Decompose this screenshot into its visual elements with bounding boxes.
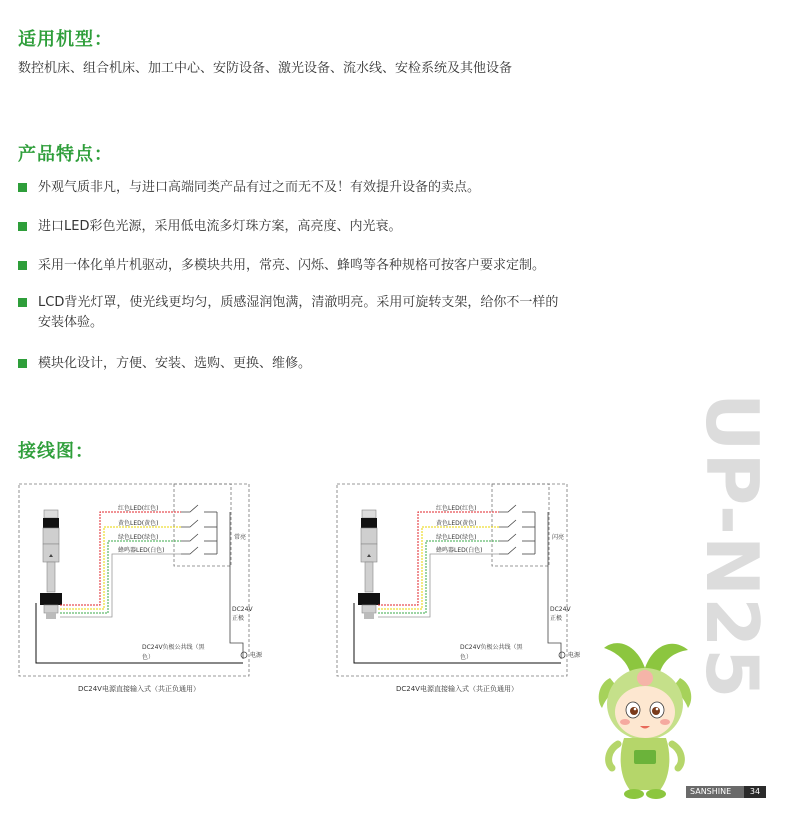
feature-line: 模块化设计，方便、安装、选购、更换、维修。: [38, 356, 312, 371]
model-watermark: UP-N25: [690, 393, 774, 700]
black-wire: [354, 603, 561, 663]
common-wire-label: 色）: [460, 654, 473, 661]
models-heading: 适用机型：: [18, 29, 113, 50]
power-label: 电源: [568, 652, 581, 659]
common-wire-label: 色）: [142, 654, 155, 661]
power-terminal-icon: [241, 652, 247, 658]
models-text: 数控机床、组合机床、加工中心、安防设备、激光设备、流水线、安检系统及其他设备: [18, 61, 513, 76]
black-wire: [36, 603, 243, 663]
bullet-square-icon: [18, 298, 27, 307]
mascot-icon: [596, 638, 694, 803]
feature-item: [18, 178, 698, 198]
feature-line: 安装体验。: [38, 315, 104, 330]
mode-label: 闪亮: [552, 534, 565, 541]
wire-label: 蜂鸣器LED(白色): [118, 547, 165, 554]
mode-label: 常亮: [234, 534, 247, 541]
wire-label: 红色LED(红色): [118, 505, 159, 512]
wiring-diagram: [336, 483, 586, 698]
switches: [181, 505, 243, 659]
common-wire-label: DC24V负极公共线（黑: [142, 644, 205, 651]
dc-label: DC24V: [232, 606, 253, 613]
feature-item: [18, 256, 698, 276]
white-wire: [60, 554, 181, 617]
feature-line: LCD背光灯罩，使光线更均匀，质感湿润饱满，清澈明亮。采用可旋转支架，给你不一样的: [38, 295, 559, 310]
dc-label: DC24V: [550, 606, 571, 613]
tower-light-icon: [358, 510, 380, 619]
features-heading: 产品特点：: [18, 144, 113, 165]
brand-name: SANSHINE: [690, 787, 732, 796]
feature-line: 进口LED彩色光源，采用低电流多灯珠方案，高亮度、内光衰。: [38, 219, 402, 234]
white-wire: [378, 554, 499, 617]
tower-light-icon: [40, 510, 62, 619]
diagram-caption: DC24V电源直接输入式（共正负通用）: [78, 685, 200, 693]
power-label: 电源: [250, 652, 263, 659]
common-wire-label: DC24V负极公共线（黑: [460, 644, 523, 651]
brand-bar: [686, 786, 766, 798]
bullet-square-icon: [18, 261, 27, 270]
dc-label: 正极: [232, 615, 245, 622]
feature-line: 外观气质非凡，与进口高端同类产品有过之而无不及！有效提升设备的卖点。: [38, 180, 481, 195]
switches: [499, 505, 561, 659]
wire-label: 红色LED(红色): [436, 505, 477, 512]
wire-label: 绿色LED(绿色): [436, 534, 477, 541]
wire-label: 绿色LED(绿色): [118, 534, 159, 541]
bullet-square-icon: [18, 222, 27, 231]
diagram-caption: DC24V电源直接输入式（共正负通用）: [396, 685, 518, 693]
wiring-heading: 接线图：: [18, 441, 94, 462]
bullet-square-icon: [18, 183, 27, 192]
feature-line: 采用一体化单片机驱动，多模块共用，常亮、闪烁、蜂鸣等各种规格可按客户要求定制。: [38, 258, 546, 273]
dc-label: 正极: [550, 615, 563, 622]
feature-item: [18, 217, 698, 237]
page-number: 34: [744, 786, 766, 798]
wire-label: 黄色LED(黄色): [118, 520, 159, 527]
power-terminal-icon: [559, 652, 565, 658]
bullet-square-icon: [18, 359, 27, 368]
wire-label: 黄色LED(黄色): [436, 520, 477, 527]
feature-item: [18, 293, 698, 333]
feature-item: [18, 354, 698, 374]
wiring-diagram: [18, 483, 268, 698]
wire-label: 蜂鸣器LED(白色): [436, 547, 483, 554]
